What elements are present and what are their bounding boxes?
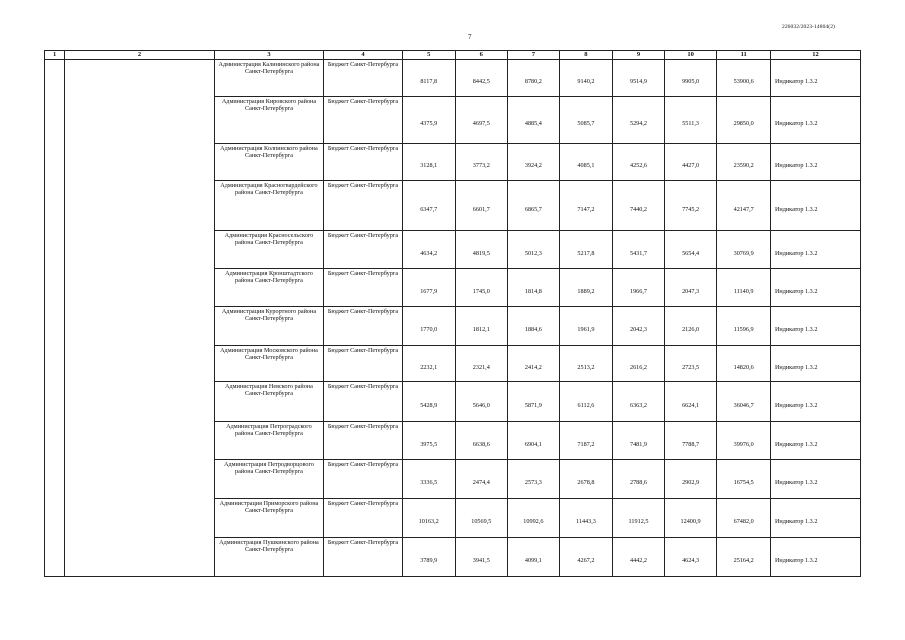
value-cell: 7745,2 [664, 181, 717, 231]
empty-cell [65, 499, 215, 538]
empty-cell [65, 181, 215, 231]
value-cell: 4427,0 [664, 144, 717, 181]
indicator-cell: Индикатор 1.3.2 [770, 538, 860, 577]
value-cell: 1677,9 [402, 269, 455, 307]
row-number-cell [45, 60, 65, 97]
total-cell: 36046,7 [717, 382, 771, 422]
value-cell: 5085,7 [559, 97, 613, 144]
value-cell: 2573,3 [508, 460, 560, 499]
budget-source-cell: Бюджет Санкт-Петербурга [324, 269, 403, 307]
table-row [45, 269, 861, 307]
table-row [45, 181, 861, 231]
total-cell: 16754,5 [717, 460, 771, 499]
value-cell: 7440,2 [613, 181, 665, 231]
row-number-cell [45, 538, 65, 577]
total-cell: 53900,6 [717, 60, 771, 97]
table-row [45, 144, 861, 181]
indicator-cell: Индикатор 1.3.2 [770, 60, 860, 97]
value-cell: 11912,5 [613, 499, 665, 538]
table-row [45, 97, 861, 144]
row-number-cell [45, 499, 65, 538]
value-cell: 4624,3 [664, 538, 717, 577]
value-cell: 10992,6 [508, 499, 560, 538]
value-cell: 6363,2 [613, 382, 665, 422]
value-cell: 4085,1 [559, 144, 613, 181]
organization-cell: Администрация Приморского района Санкт-Петербурга [214, 499, 323, 538]
row-number-cell [45, 144, 65, 181]
table-row [45, 422, 861, 460]
value-cell: 3924,2 [508, 144, 560, 181]
table-row [45, 538, 861, 577]
empty-cell [65, 538, 215, 577]
value-cell: 3789,9 [402, 538, 455, 577]
organization-cell: Администрация Пушкинского района Санкт-Петербурга [214, 538, 323, 577]
value-cell: 3128,1 [402, 144, 455, 181]
organization-cell: Администрация Курортного района Санкт-Петербурга [214, 307, 323, 346]
table-row [45, 346, 861, 382]
row-number-cell [45, 231, 65, 269]
total-cell: 30769,9 [717, 231, 771, 269]
total-cell: 67482,0 [717, 499, 771, 538]
value-cell: 5294,2 [613, 97, 665, 144]
indicator-cell: Индикатор 1.3.2 [770, 181, 860, 231]
organization-cell: Администрация Красносельского района Санкт-Петербурга [214, 231, 323, 269]
row-number-cell [45, 181, 65, 231]
budget-source-cell: Бюджет Санкт-Петербурга [324, 460, 403, 499]
value-cell: 8442,5 [455, 60, 508, 97]
value-cell: 1884,6 [508, 307, 560, 346]
budget-source-cell: Бюджет Санкт-Петербурга [324, 346, 403, 382]
value-cell: 10569,5 [455, 499, 508, 538]
document-number: 226032/2023-14804(2) [781, 24, 835, 30]
budget-source-cell: Бюджет Санкт-Петербурга [324, 538, 403, 577]
value-cell: 2788,6 [613, 460, 665, 499]
value-cell: 6638,6 [455, 422, 508, 460]
column-header: 4 [324, 51, 403, 60]
column-number-row [45, 51, 861, 60]
value-cell: 6347,7 [402, 181, 455, 231]
total-cell: 25164,2 [717, 538, 771, 577]
empty-cell [65, 231, 215, 269]
total-cell: 23590,2 [717, 144, 771, 181]
budget-source-cell: Бюджет Санкт-Петербурга [324, 382, 403, 422]
value-cell: 2678,8 [559, 460, 613, 499]
value-cell: 7481,9 [613, 422, 665, 460]
value-cell: 5012,3 [508, 231, 560, 269]
value-cell: 4099,1 [508, 538, 560, 577]
total-cell: 29850,0 [717, 97, 771, 144]
indicator-cell: Индикатор 1.3.2 [770, 97, 860, 144]
row-number-cell [45, 307, 65, 346]
value-cell: 2616,2 [613, 346, 665, 382]
total-cell: 42147,7 [717, 181, 771, 231]
organization-cell: Администрация Кронштадтского района Санкт-Петербурга [214, 269, 323, 307]
table-row [45, 382, 861, 422]
value-cell: 6904,1 [508, 422, 560, 460]
indicator-cell: Индикатор 1.3.2 [770, 422, 860, 460]
budget-table [44, 50, 861, 577]
empty-cell [65, 422, 215, 460]
budget-source-cell: Бюджет Санкт-Петербурга [324, 307, 403, 346]
indicator-cell: Индикатор 1.3.2 [770, 346, 860, 382]
indicator-cell: Индикатор 1.3.2 [770, 231, 860, 269]
empty-cell [65, 97, 215, 144]
column-header: 8 [559, 51, 613, 60]
table-row [45, 60, 861, 97]
value-cell: 2126,0 [664, 307, 717, 346]
table-row [45, 499, 861, 538]
budget-source-cell: Бюджет Санкт-Петербурга [324, 499, 403, 538]
organization-cell: Администрация Калининского района Санкт-Петербурга [214, 60, 323, 97]
value-cell: 9514,9 [613, 60, 665, 97]
value-cell: 2723,5 [664, 346, 717, 382]
budget-source-cell: Бюджет Санкт-Петербурга [324, 231, 403, 269]
value-cell: 1889,2 [559, 269, 613, 307]
organization-cell: Администрация Красногвардейского района Санкт-Петербурга [214, 181, 323, 231]
table-row [45, 231, 861, 269]
budget-source-cell: Бюджет Санкт-Петербурга [324, 60, 403, 97]
empty-cell [65, 269, 215, 307]
total-cell: 39976,0 [717, 422, 771, 460]
value-cell: 3975,5 [402, 422, 455, 460]
empty-cell [65, 60, 215, 97]
column-header: 12 [770, 51, 860, 60]
value-cell: 6112,6 [559, 382, 613, 422]
value-cell: 5431,7 [613, 231, 665, 269]
column-header: 1 [45, 51, 65, 60]
indicator-cell: Индикатор 1.3.2 [770, 144, 860, 181]
empty-cell [65, 382, 215, 422]
value-cell: 10163,2 [402, 499, 455, 538]
value-cell: 4885,4 [508, 97, 560, 144]
column-header: 11 [717, 51, 771, 60]
column-header: 6 [455, 51, 508, 60]
value-cell: 11443,3 [559, 499, 613, 538]
column-header: 9 [613, 51, 665, 60]
row-number-cell [45, 97, 65, 144]
indicator-cell: Индикатор 1.3.2 [770, 269, 860, 307]
empty-cell [65, 144, 215, 181]
value-cell: 9905,0 [664, 60, 717, 97]
value-cell: 12400,9 [664, 499, 717, 538]
column-header: 10 [664, 51, 717, 60]
value-cell: 7187,2 [559, 422, 613, 460]
value-cell: 5428,9 [402, 382, 455, 422]
empty-cell [65, 346, 215, 382]
value-cell: 4697,5 [455, 97, 508, 144]
row-number-cell [45, 382, 65, 422]
budget-source-cell: Бюджет Санкт-Петербурга [324, 181, 403, 231]
total-cell: 11140,9 [717, 269, 771, 307]
total-cell: 14820,6 [717, 346, 771, 382]
value-cell: 4634,2 [402, 231, 455, 269]
organization-cell: Администрация Кировского района Санкт-Петербурга [214, 97, 323, 144]
value-cell: 4819,5 [455, 231, 508, 269]
indicator-cell: Индикатор 1.3.2 [770, 460, 860, 499]
value-cell: 7788,7 [664, 422, 717, 460]
value-cell: 2042,3 [613, 307, 665, 346]
value-cell: 1961,9 [559, 307, 613, 346]
column-header: 2 [65, 51, 215, 60]
value-cell: 6865,7 [508, 181, 560, 231]
value-cell: 1814,8 [508, 269, 560, 307]
organization-cell: Администрация Колпинского района Санкт-Петербурга [214, 144, 323, 181]
empty-cell [65, 307, 215, 346]
value-cell: 3773,2 [455, 144, 508, 181]
value-cell: 5511,3 [664, 97, 717, 144]
value-cell: 8780,2 [508, 60, 560, 97]
value-cell: 1966,7 [613, 269, 665, 307]
value-cell: 7147,2 [559, 181, 613, 231]
value-cell: 8117,8 [402, 60, 455, 97]
organization-cell: Администрация Московского района Санкт-Петербурга [214, 346, 323, 382]
table-row [45, 307, 861, 346]
value-cell: 2321,4 [455, 346, 508, 382]
value-cell: 2513,2 [559, 346, 613, 382]
column-header: 7 [508, 51, 560, 60]
value-cell: 2902,9 [664, 460, 717, 499]
table-row [45, 460, 861, 499]
value-cell: 5871,9 [508, 382, 560, 422]
value-cell: 5217,8 [559, 231, 613, 269]
row-number-cell [45, 422, 65, 460]
indicator-cell: Индикатор 1.3.2 [770, 499, 860, 538]
value-cell: 4442,2 [613, 538, 665, 577]
value-cell: 3336,5 [402, 460, 455, 499]
budget-source-cell: Бюджет Санкт-Петербурга [324, 422, 403, 460]
total-cell: 11596,9 [717, 307, 771, 346]
value-cell: 5646,0 [455, 382, 508, 422]
organization-cell: Администрация Петроградского района Санкт-Петербурга [214, 422, 323, 460]
organization-cell: Администрация Петродворцового района Санкт-Петербурга [214, 460, 323, 499]
value-cell: 2474,4 [455, 460, 508, 499]
budget-source-cell: Бюджет Санкт-Петербурга [324, 97, 403, 144]
row-number-cell [45, 269, 65, 307]
empty-cell [65, 460, 215, 499]
value-cell: 3941,5 [455, 538, 508, 577]
value-cell: 4252,6 [613, 144, 665, 181]
budget-source-cell: Бюджет Санкт-Петербурга [324, 144, 403, 181]
value-cell: 2414,2 [508, 346, 560, 382]
column-header: 3 [214, 51, 323, 60]
value-cell: 4375,9 [402, 97, 455, 144]
organization-cell: Администрация Невского района Санкт-Петербурга [214, 382, 323, 422]
page-number: 7 [468, 33, 472, 41]
value-cell: 6624,1 [664, 382, 717, 422]
row-number-cell [45, 346, 65, 382]
value-cell: 2232,1 [402, 346, 455, 382]
value-cell: 2047,3 [664, 269, 717, 307]
column-header: 5 [402, 51, 455, 60]
value-cell: 1770,0 [402, 307, 455, 346]
value-cell: 5654,4 [664, 231, 717, 269]
row-number-cell [45, 460, 65, 499]
value-cell: 1745,0 [455, 269, 508, 307]
value-cell: 1812,1 [455, 307, 508, 346]
indicator-cell: Индикатор 1.3.2 [770, 382, 860, 422]
indicator-cell: Индикатор 1.3.2 [770, 307, 860, 346]
value-cell: 6601,7 [455, 181, 508, 231]
value-cell: 4267,2 [559, 538, 613, 577]
value-cell: 9140,2 [559, 60, 613, 97]
